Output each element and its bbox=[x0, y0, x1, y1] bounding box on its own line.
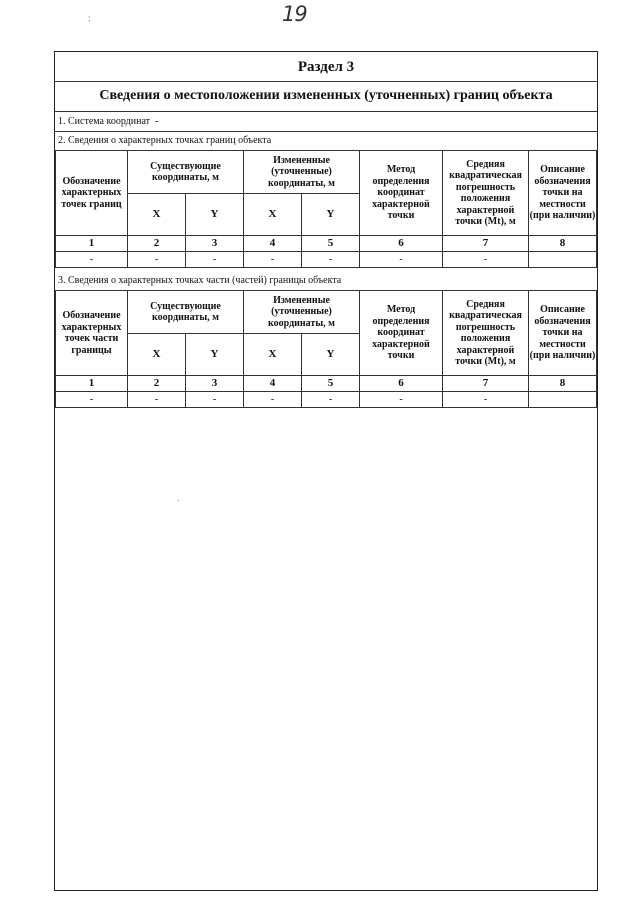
col-number: 2 bbox=[128, 236, 186, 252]
coordinate-system-label: 1. Система координат bbox=[58, 116, 151, 127]
col-number: 7 bbox=[443, 236, 529, 252]
col-existing-x: X bbox=[128, 194, 186, 236]
col-description: Описание обозначения точки на местности (при наличии) bbox=[529, 151, 597, 236]
col-existing-x: X bbox=[128, 334, 186, 376]
col-changed-coords: Измененные (уточненные) координаты, м bbox=[244, 291, 360, 334]
col-existing-y: Y bbox=[186, 194, 244, 236]
table-cell: - bbox=[360, 392, 443, 408]
table-cell: - bbox=[244, 252, 302, 268]
table-cell: - bbox=[128, 252, 186, 268]
col-changed-y: Y bbox=[302, 194, 360, 236]
table-row bbox=[56, 252, 597, 268]
section-heading: Сведения о местоположении измененных (уточненных) границ объекта bbox=[99, 88, 553, 103]
divider bbox=[55, 131, 597, 132]
table-cell: - bbox=[302, 392, 360, 408]
col-number: 8 bbox=[529, 376, 597, 392]
divider bbox=[55, 81, 597, 82]
table-cell: - bbox=[128, 392, 186, 408]
col-method: Метод определения координат характерной точки bbox=[360, 291, 443, 376]
table-row bbox=[56, 392, 597, 408]
column-numbers-row bbox=[56, 236, 597, 252]
table-cell: - bbox=[186, 252, 244, 268]
table2-caption: 3. Сведения о характерных точках части (частей) границы объекта bbox=[58, 275, 342, 286]
column-numbers-row bbox=[56, 376, 597, 392]
col-changed-coords: Измененные (уточненные) координаты, м bbox=[244, 151, 360, 194]
col-number: 5 bbox=[302, 236, 360, 252]
col-changed-x: X bbox=[244, 334, 302, 376]
table-cell: - bbox=[360, 252, 443, 268]
table-cell: - bbox=[443, 392, 529, 408]
col-number: 4 bbox=[244, 376, 302, 392]
col-description: Описание обозначения точки на местности (при наличии) bbox=[529, 291, 597, 376]
table-cell bbox=[529, 252, 597, 268]
col-error: Средняя квадратическая погрешность положения характерной точки (Mt), м bbox=[443, 291, 529, 376]
col-designation: Обозначение характерных точек границ bbox=[56, 151, 128, 236]
col-designation: Обозначение характерных точек части границы bbox=[56, 291, 128, 376]
col-number: 2 bbox=[128, 376, 186, 392]
col-number: 1 bbox=[56, 376, 128, 392]
col-method: Метод определения координат характерной точки bbox=[360, 151, 443, 236]
col-number: 5 bbox=[302, 376, 360, 392]
section-title: Раздел 3 bbox=[297, 59, 355, 75]
col-existing-y: Y bbox=[186, 334, 244, 376]
col-number: 8 bbox=[529, 236, 597, 252]
col-number: 3 bbox=[186, 236, 244, 252]
table-cell: - bbox=[186, 392, 244, 408]
coordinate-system-value: - bbox=[155, 116, 159, 127]
table1-caption: 2. Сведения о характерных точках границ объекта bbox=[58, 135, 272, 146]
table-cell: - bbox=[443, 252, 529, 268]
table-cell bbox=[529, 392, 597, 408]
col-existing-coords: Существующие координаты, м bbox=[128, 291, 244, 334]
table-cell: - bbox=[244, 392, 302, 408]
col-number: 3 bbox=[186, 376, 244, 392]
scan-speck bbox=[178, 500, 179, 501]
table-cell: - bbox=[56, 252, 128, 268]
col-error: Средняя квадратическая погрешность положения характерной точки (Mt), м bbox=[443, 151, 529, 236]
col-changed-y: Y bbox=[302, 334, 360, 376]
boundary-points-table bbox=[55, 150, 597, 268]
col-number: 4 bbox=[244, 236, 302, 252]
col-number: 6 bbox=[360, 376, 443, 392]
table-cell: - bbox=[56, 392, 128, 408]
col-changed-x: X bbox=[244, 194, 302, 236]
table-cell: - bbox=[302, 252, 360, 268]
divider bbox=[55, 111, 597, 112]
col-existing-coords: Существующие координаты, м bbox=[128, 151, 244, 194]
coordinate-system-row bbox=[58, 116, 158, 127]
col-number: 7 bbox=[443, 376, 529, 392]
col-number: 1 bbox=[56, 236, 128, 252]
handwritten-page-number: 19 bbox=[282, 2, 307, 26]
scan-speck: : bbox=[88, 13, 91, 23]
part-boundary-points-table bbox=[55, 290, 597, 408]
col-number: 6 bbox=[360, 236, 443, 252]
form-frame bbox=[54, 51, 598, 891]
